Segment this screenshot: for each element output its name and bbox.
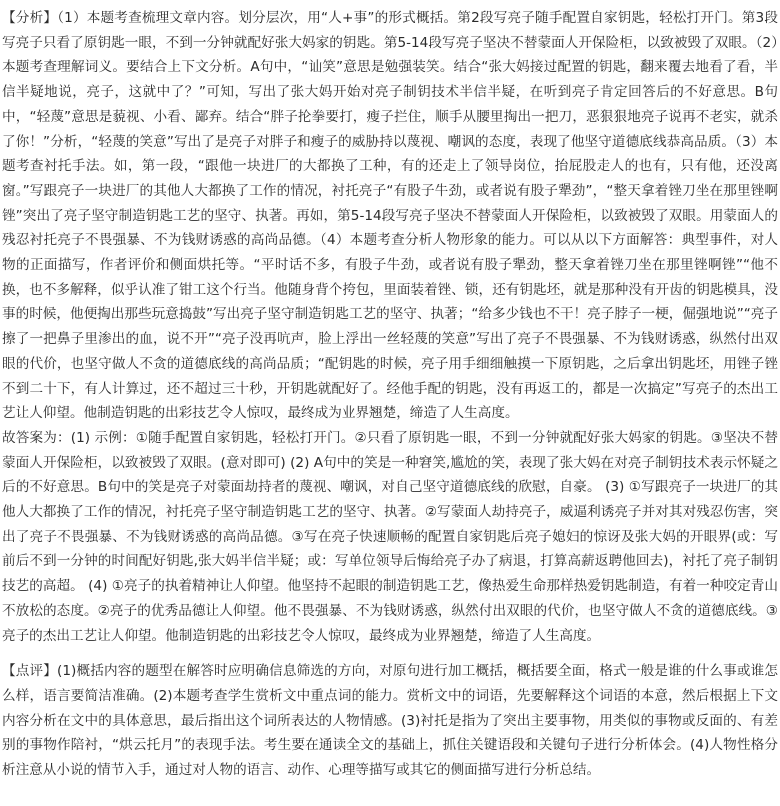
section-gap [2, 648, 778, 659]
comment-paragraph: 【点评】(1)概括内容的题型在解答时应明确信息筛选的方向，对原句进行加工概括，概括要全面，格式一般是谁的什么事或谁怎么样，语言要简洁准确。(2)本题考查学生赏析文中重点词的能力。赏析文中的词语，先要解释这个词语的本意，然后根据上下文内容分析在文中的具体意思，最后指出这个词所表达的人物情感。(3)衬托是指为了突出主要事物，用类似的事物或反面的、有差别的事物作陪衬，“烘云托月”的表现手法。考生要在通读全文的基础上，抓住关键语段和关键句子进行分析体会。(4)人物性格分析注意从小说的情节入手，通过对人物的语言、动作、心理等描写或其它的侧面描写进行分析总结。 [2, 663, 778, 779]
answer-paragraph: 故答案为：(1) 示例：①随手配置自家钥匙，轻松打开门。②只看了原钥匙一眼，不到一分钟就配好张大妈家的钥匙。③坚决不替蒙面人开保险柜，以致被毁了双眼。(意对即可) (2) A句中的笑是一种窘笑,尴尬的笑，表现了张大妈在对亮子制钥技术表示怀疑之后的不好意思。B句中的笑是亮子对蒙面劫持者的蔑视、嘲讽，对自己坚守道德底线的欣慰，自豪。 (3) ①写跟亮子一块进厂的其他人大都换了工作的情况，衬托亮子坚守制造钥匙工艺的坚守、执著。②写蒙面人劫持亮子，威逼利诱亮子并对其对残忍伤害，突出了亮子不畏强暴、不为钱财诱惑的高尚品德。③写在亮子快速顺畅的配置自家钥匙后亮子媳妇的惊讶及张大妈的开眼界(或：写前后不到一分钟的时间配好钥匙,张大妈半信半疑；或：写单位领导后悔给亮子办了病退，打算高薪返聘他回去)，衬托了亮子制钥技艺的高超。 (4) ①亮子的执着精神让人仰望。他坚持不起眼的制造钥匙工艺，像热爱生命那样热爱钥匙制造，有着一种咬定青山不放松的态度。②亮子的优秀品德让人仰望。他不畏强暴、不为钱财诱惑，纵然付出双眼的代价，也坚守做人不贪的道德底线。③亮子的杰出工艺让人仰望。他制造钥匙的出彩技艺令人惊叹，最终成为业界翘楚，缔造了人生高度。 [2, 429, 778, 644]
analysis-paragraph: 【分析】（1）本题考查梳理文章内容。划分层次，用“人+事”的形式概括。第2段写亮子随手配置自家钥匙，轻松打开门。第3段写亮子只看了原钥匙一眼，不到一分钟就配好张大妈家的钥匙。第5-14段写亮子坚决不替蒙面人开保险柜，以致被毁了双眼。（2）本题考查理解词义。要结合上下文分析。A句中，“讪笑”意思是勉强装笑。结合“张大妈接过配置的钥匙，翻来覆去地看了看，半信半疑地说，亮子，这就中了？”可知，写出了张大妈开始对亮子制钥技术半信半疑，在听到亮子肯定回答后的不好意思。B句中，“轻蔑”意思是藐视、小看、鄙弃。结合“胖子抡拳要打，瘦子拦住，顺手从腰里掏出一把刀，恶狠狠地亮子说再不老实，就杀了你！”分析，“轻蔑的笑意”写出了是亮子对胖子和瘦子的威胁持以蔑视、嘲讽的态度，表现了他坚守道德底线恭高品质。（3）本题考查衬托手法。如，第一段，“跟他一块进厂的大都换了工种，有的还走上了领导岗位，抬屁股走人的也有，只有他，还没离窗。”写跟亮子一块进厂的其他人大都换了工作的情况，衬托亮子“有股子牛劲，或者说有股子犟劲”，“整天拿着锉刀坐在那里锉啊锉”突出了亮子坚守制造钥匙工艺的坚守、执著。再如，第5-14段写亮子坚决不替蒙面人开保险柜，以致被毁了双眼。用蒙面人的残忍衬托亮子不畏强暴、不为钱财诱惑的高尚品德。（4）本题考查分析人物形象的能力。可以从以下方面解答：典型事件，对人物的正面描写，作者评价和侧面烘托等。“平时话不多，有股子牛劲，或者说有股子犟劲，整天拿着锉刀坐在那里锉啊锉”“他不换，也不多解释，似乎认准了钳工这个行当。他随身背个挎包，里面装着锉、锁，还有钥匙坯，就是那种没有开齿的钥匙模具，没事的时候，他便掏出那些玩意捣鼓”写出亮子坚守制造钥匙工艺的坚守、执著；“给多少钱也不干！亮子脖子一梗，倔强地说”“亮子擦了一把鼻子里渗出的血，说不开”“亮子没再吭声，脸上浮出一丝轻蔑的笑意”写出了亮子不畏强暴、不为钱财诱惑，纵然付出双眼的代价，也坚守做人不贪的道德底线的高尚品质；“配钥匙的时候，亮子用手细细触摸一下原钥匙，之后拿出钥匙坯，用锉子锉不到二十下，有人计算过，还不超过三十秒，开钥匙就配好了。经他手配的钥匙，没有再返工的，都是一次搞定”写亮子的杰出工艺让人仰望。他制造钥匙的出彩技艺令人惊叹，最终成为业界翘楚，缔造了人生高度。 [2, 10, 778, 422]
